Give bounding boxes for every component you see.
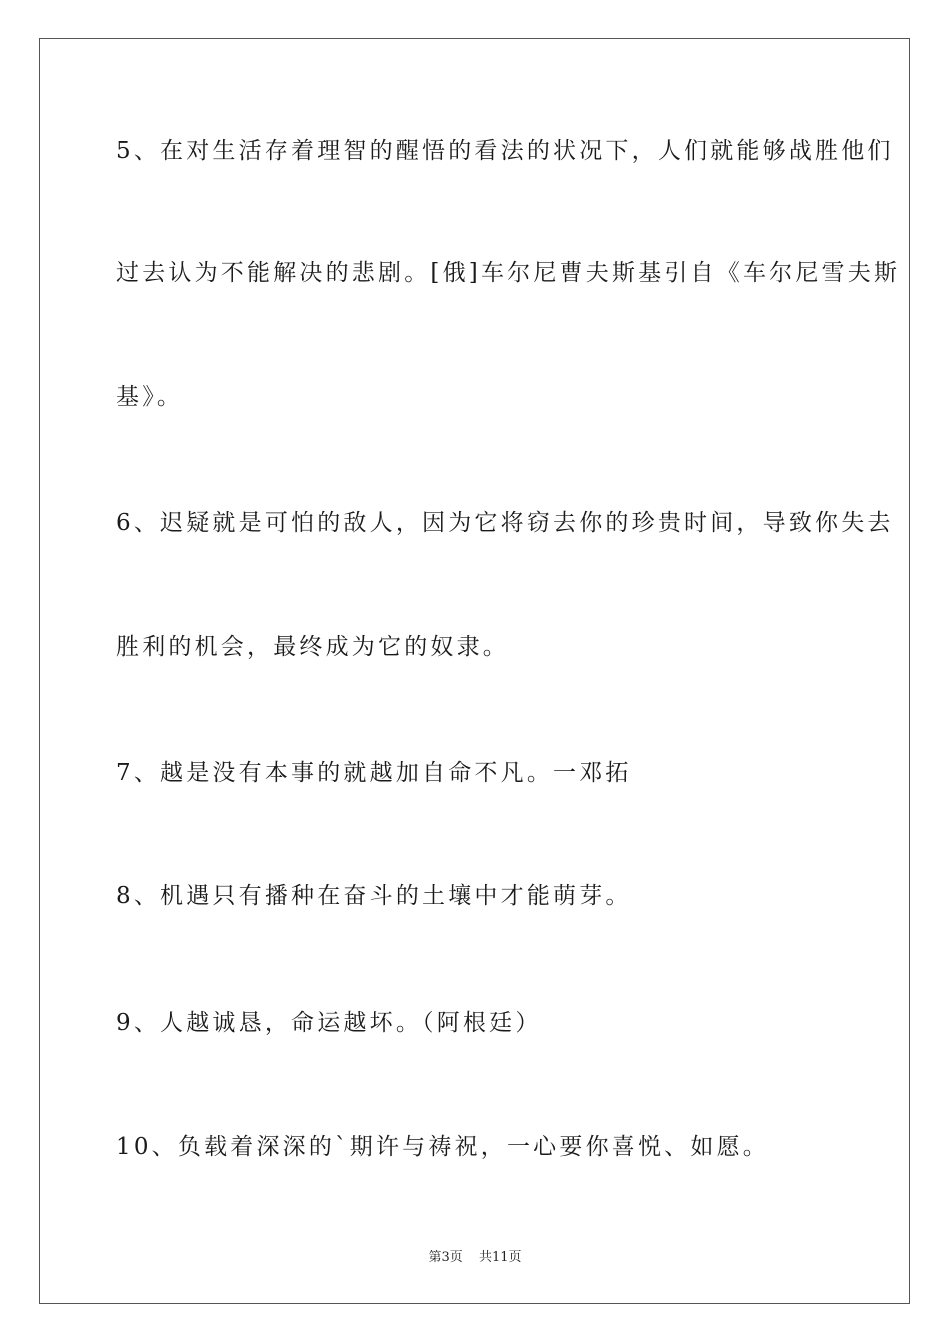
text-line: 7、越是没有本事的就越加自命不凡。一邓拓	[116, 760, 632, 786]
page-frame	[39, 38, 910, 1304]
text-line: 8、机遇只有播种在奋斗的土壤中才能萌芽。	[116, 883, 632, 909]
text-line: 基》。	[116, 384, 184, 410]
text-line: 5、在对生活存着理智的醒悟的看法的状况下，人们就能够战胜他们	[116, 138, 894, 164]
total-pages: 共11页	[478, 1250, 522, 1265]
page-footer	[0, 1246, 950, 1265]
page-number: 第3页	[428, 1250, 463, 1265]
text-line: 胜利的机会，最终成为它的奴隶。	[116, 634, 509, 660]
text-line: 9、人越诚恳，命运越坏。（阿根廷）	[116, 1010, 542, 1036]
text-line: 6、迟疑就是可怕的敌人，因为它将窃去你的珍贵时间，导致你失去	[116, 510, 894, 536]
text-line: 过去认为不能解决的悲剧。[俄]车尔尼曹夫斯基引自《车尔尼雪夫斯	[116, 260, 901, 286]
text-line: 10、负载着深深的`期许与祷祝，一心要你喜悦、如愿。	[116, 1134, 769, 1160]
